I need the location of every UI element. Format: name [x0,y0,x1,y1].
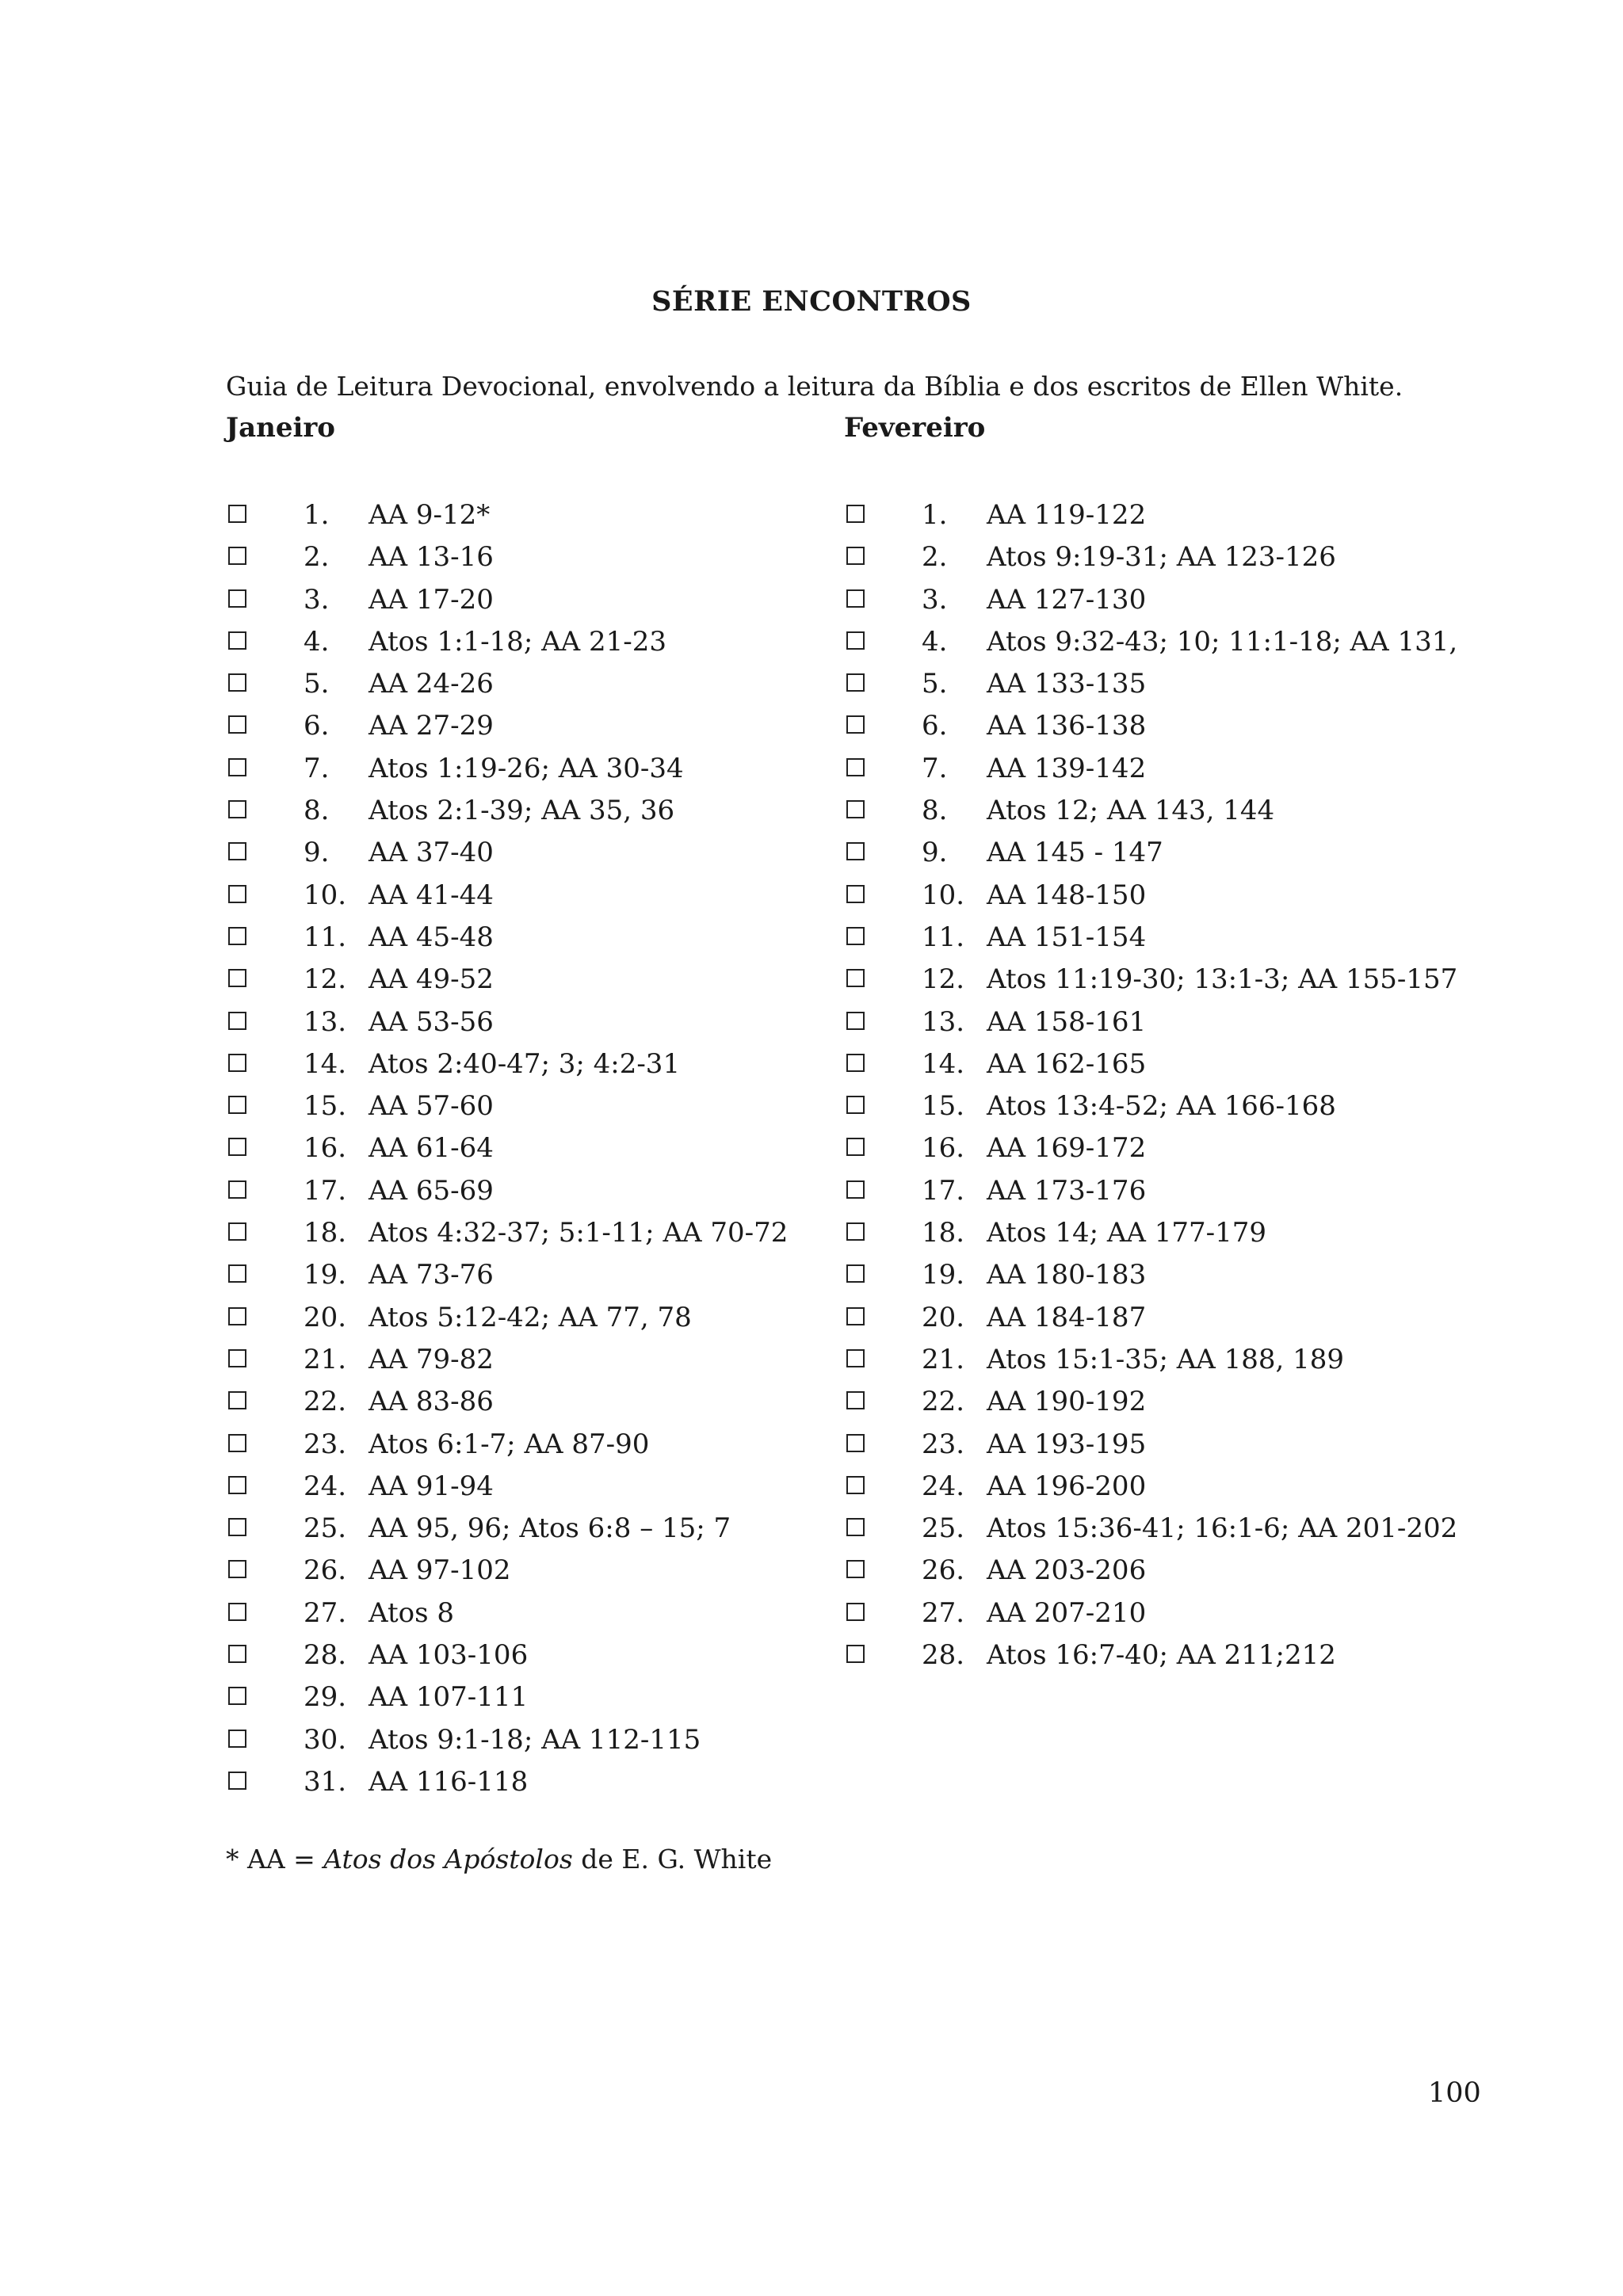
day-number: 4. [304,625,330,658]
day-number: 23. [922,1428,965,1460]
checkbox[interactable] [228,715,246,734]
checkbox[interactable] [846,1603,865,1621]
checkbox[interactable] [228,1222,246,1241]
reading-reference: AA 45-48 [369,921,494,953]
reading-reference: AA 65-69 [369,1174,494,1207]
day-number: 8. [922,795,948,827]
day-number: 15. [922,1090,965,1123]
checkbox[interactable] [228,1307,246,1325]
month-title-janeiro: Janeiro [226,412,335,444]
day-number: 13. [304,1005,347,1038]
checkbox[interactable] [228,1772,246,1790]
reading-reference: AA 127-130 [987,583,1147,616]
day-number: 11. [922,921,965,953]
checkbox[interactable] [846,589,865,608]
day-number: 27. [304,1596,347,1629]
day-number: 19. [922,1259,965,1291]
footnote-suffix: de E. G. White [572,1844,773,1875]
footnote [226,1844,772,1875]
checkbox[interactable] [846,927,865,945]
day-number: 16. [304,1132,347,1165]
reading-reference: AA 49-52 [369,963,494,996]
checkbox[interactable] [228,1476,246,1494]
day-number: 21. [922,1343,965,1375]
reading-reference: AA 148-150 [987,879,1147,911]
reading-reference: AA 97-102 [369,1554,511,1587]
checkbox[interactable] [228,1687,246,1705]
reading-reference: Atos 16:7-40; AA 211;212 [987,1639,1336,1672]
day-number: 12. [922,963,965,996]
reading-reference: AA 169-172 [987,1132,1147,1165]
checkbox[interactable] [846,1054,865,1072]
checkbox[interactable] [846,505,865,523]
checkbox[interactable] [846,1180,865,1199]
checkbox[interactable] [228,505,246,523]
day-number: 14. [922,1047,965,1080]
day-number: 1. [304,499,330,531]
checkbox[interactable] [228,1054,246,1072]
reading-reference: AA 184-187 [987,1301,1147,1333]
footnote-prefix: * AA = [226,1844,324,1875]
checkbox[interactable] [846,1222,865,1241]
reading-reference: Atos 9:19-31; AA 123-126 [987,541,1336,574]
reading-reference: AA 24-26 [369,668,494,700]
day-number: 28. [304,1639,347,1672]
checkbox[interactable] [846,673,865,692]
checkbox[interactable] [228,758,246,776]
reading-reference: Atos 6:1-7; AA 87-90 [369,1428,650,1460]
footnote-book-title: Atos dos Apóstolos [323,1844,573,1875]
checkbox[interactable] [228,1264,246,1283]
checkbox[interactable] [846,1645,865,1663]
checkbox[interactable] [228,1096,246,1114]
reading-reference: AA 151-154 [987,921,1147,953]
reading-reference: AA 107-111 [369,1681,529,1714]
day-number: 15. [304,1090,347,1123]
intro-text: Guia de Leitura Devocional, envolvendo a leitura da Bíblia e dos escritos de Ellen White. [226,371,1403,402]
page-title: SÉRIE ENCONTROS [651,285,972,318]
day-number: 3. [922,583,948,616]
reading-reference: AA 119-122 [987,499,1147,531]
day-number: 16. [922,1132,965,1165]
checkbox[interactable] [846,885,865,903]
checkbox[interactable] [846,631,865,650]
checkbox[interactable] [228,800,246,818]
checkbox[interactable] [846,1349,865,1367]
checkbox[interactable] [228,673,246,692]
reading-reference: AA 17-20 [369,583,494,616]
reading-reference: Atos 13:4-52; AA 166-168 [987,1090,1336,1123]
checkbox[interactable] [846,1096,865,1114]
checkbox[interactable] [846,800,865,818]
reading-reference: Atos 12; AA 143, 144 [987,795,1275,827]
checkbox[interactable] [228,547,246,565]
day-number: 22. [304,1386,347,1418]
reading-reference: AA 145 - 147 [987,837,1163,869]
day-number: 13. [922,1005,965,1038]
day-number: 20. [304,1301,347,1333]
reading-reference: Atos 9:1-18; AA 112-115 [369,1723,701,1756]
day-number: 3. [304,583,330,616]
reading-reference: AA 27-29 [369,710,494,742]
reading-reference: Atos 1:19-26; AA 30-34 [369,752,684,784]
day-number: 22. [922,1386,965,1418]
day-number: 31. [304,1765,347,1798]
day-number: 17. [304,1174,347,1207]
day-number: 18. [922,1217,965,1249]
day-number: 26. [922,1554,965,1587]
checkbox[interactable] [846,969,865,987]
reading-reference: AA 37-40 [369,837,494,869]
day-number: 17. [922,1174,965,1207]
checkbox[interactable] [846,1264,865,1283]
checkbox[interactable] [846,758,865,776]
reading-reference: AA 207-210 [987,1596,1147,1629]
reading-reference: AA 190-192 [987,1386,1147,1418]
day-number: 19. [304,1259,347,1291]
reading-reference: AA 95, 96; Atos 6:8 – 15; 7 [369,1512,731,1545]
reading-reference: Atos 8 [369,1596,454,1629]
checkbox[interactable] [228,927,246,945]
checkbox[interactable] [228,1603,246,1621]
reading-reference: AA 91-94 [369,1470,494,1502]
day-number: 5. [304,668,330,700]
checkbox[interactable] [228,1730,246,1748]
checkbox[interactable] [228,1138,246,1156]
day-number: 25. [922,1512,965,1545]
reading-reference: Atos 2:1-39; AA 35, 36 [369,795,675,827]
day-number: 10. [304,879,347,911]
day-number: 14. [304,1047,347,1080]
reading-reference: Atos 15:1-35; AA 188, 189 [987,1343,1345,1375]
day-number: 20. [922,1301,965,1333]
checkbox[interactable] [228,1645,246,1663]
month-title-fevereiro: Fevereiro [844,412,986,444]
reading-reference: Atos 5:12-42; AA 77, 78 [369,1301,692,1333]
checkbox[interactable] [846,1560,865,1578]
page-number: 100 [1428,2077,1481,2109]
checkbox[interactable] [228,1434,246,1452]
reading-reference: AA 57-60 [369,1090,494,1123]
checkbox[interactable] [846,1012,865,1030]
day-number: 6. [304,710,330,742]
checkbox[interactable] [228,1560,246,1578]
checkbox[interactable] [846,1138,865,1156]
reading-reference: AA 133-135 [987,668,1147,700]
reading-reference: Atos 9:32-43; 10; 11:1-18; AA 131, [987,625,1458,658]
reading-reference: AA 162-165 [987,1047,1147,1080]
checkbox[interactable] [846,842,865,860]
day-number: 24. [922,1470,965,1502]
day-number: 9. [304,837,330,869]
checkbox[interactable] [228,589,246,608]
reading-reference: AA 83-86 [369,1386,494,1418]
day-number: 30. [304,1723,347,1756]
day-number: 7. [304,752,330,784]
reading-reference: AA 73-76 [369,1259,494,1291]
reading-reference: AA 61-64 [369,1132,494,1165]
checkbox[interactable] [846,547,865,565]
day-number: 27. [922,1596,965,1629]
day-number: 9. [922,837,948,869]
reading-reference: Atos 4:32-37; 5:1-11; AA 70-72 [369,1217,789,1249]
reading-reference: AA 196-200 [987,1470,1147,1502]
day-number: 8. [304,795,330,827]
reading-reference: AA 180-183 [987,1259,1147,1291]
checkbox[interactable] [228,1349,246,1367]
reading-reference: AA 158-161 [987,1005,1147,1038]
reading-reference: AA 203-206 [987,1554,1147,1587]
checkbox[interactable] [228,1518,246,1536]
checkbox[interactable] [846,1307,865,1325]
reading-reference: AA 116-118 [369,1765,529,1798]
reading-reference: AA 136-138 [987,710,1147,742]
day-number: 12. [304,963,347,996]
reading-reference: AA 79-82 [369,1343,494,1375]
checkbox[interactable] [228,631,246,650]
reading-reference: AA 53-56 [369,1005,494,1038]
reading-reference: AA 9-12* [369,499,491,531]
reading-reference: AA 13-16 [369,541,494,574]
reading-reference: Atos 14; AA 177-179 [987,1217,1267,1249]
day-number: 11. [304,921,347,953]
day-number: 10. [922,879,965,911]
day-number: 24. [304,1470,347,1502]
checkbox[interactable] [228,842,246,860]
day-number: 1. [922,499,948,531]
checkbox[interactable] [846,1391,865,1409]
checkbox[interactable] [228,1012,246,1030]
checkbox[interactable] [846,1518,865,1536]
day-number: 29. [304,1681,347,1714]
reading-reference: Atos 15:36-41; 16:1-6; AA 201-202 [987,1512,1458,1545]
day-number: 25. [304,1512,347,1545]
checkbox[interactable] [228,969,246,987]
day-number: 2. [922,541,948,574]
checkbox[interactable] [846,715,865,734]
day-number: 23. [304,1428,347,1460]
day-number: 4. [922,625,948,658]
reading-reference: AA 139-142 [987,752,1147,784]
day-number: 6. [922,710,948,742]
day-number: 5. [922,668,948,700]
reading-reference: Atos 11:19-30; 13:1-3; AA 155-157 [987,963,1458,996]
reading-reference: AA 173-176 [987,1174,1147,1207]
reading-reference: Atos 2:40-47; 3; 4:2-31 [369,1047,681,1080]
day-number: 18. [304,1217,347,1249]
checkbox[interactable] [228,885,246,903]
reading-reference: AA 103-106 [369,1639,529,1672]
reading-reference: Atos 1:1-18; AA 21-23 [369,625,667,658]
day-number: 7. [922,752,948,784]
reading-reference: AA 193-195 [987,1428,1147,1460]
reading-reference: AA 41-44 [369,879,494,911]
day-number: 26. [304,1554,347,1587]
checkbox[interactable] [228,1180,246,1199]
day-number: 2. [304,541,330,574]
checkbox[interactable] [846,1434,865,1452]
day-number: 28. [922,1639,965,1672]
checkbox[interactable] [228,1391,246,1409]
checkbox[interactable] [846,1476,865,1494]
day-number: 21. [304,1343,347,1375]
